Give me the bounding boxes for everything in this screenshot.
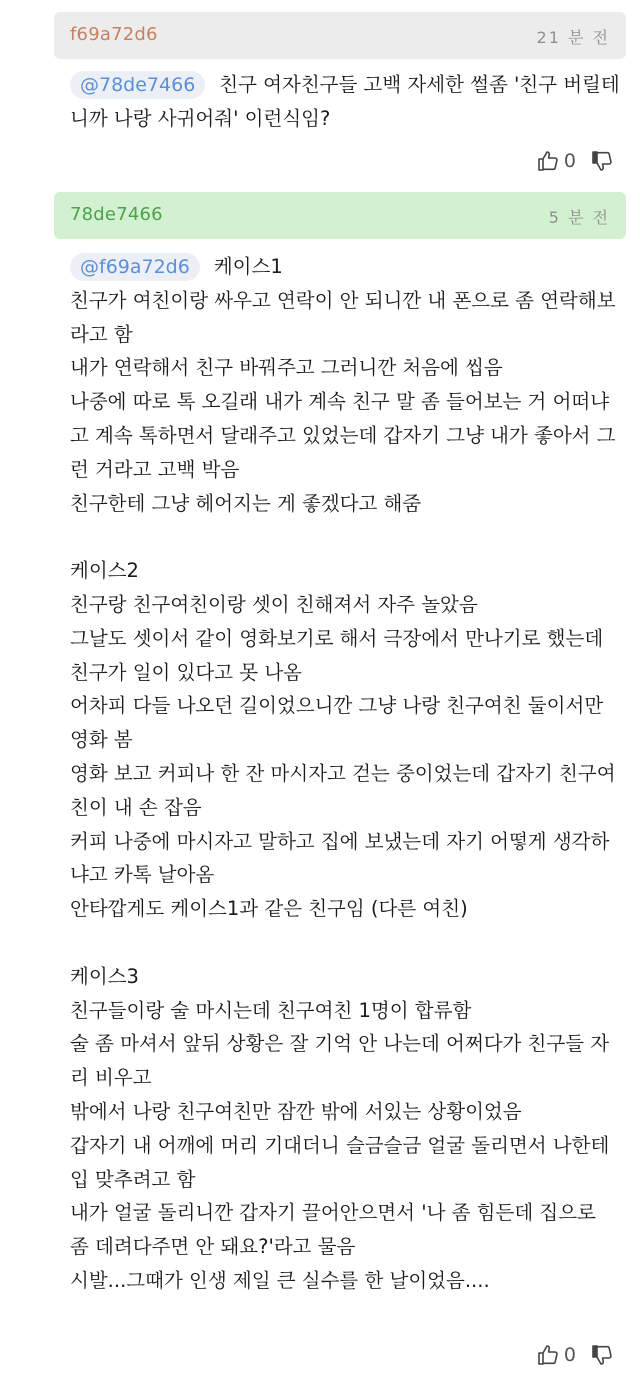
comment-line [70, 250, 630, 284]
blank-line [70, 520, 630, 554]
comment-line: 케이스2 [70, 559, 139, 583]
comment-header [54, 12, 626, 59]
comment-body [70, 68, 630, 136]
comment-line: 내가 연락해서 친구 바꿔주고 그러니깐 처음에 씹음 [70, 356, 503, 380]
mention-tag[interactable]: @78de7466 [70, 71, 205, 99]
comment-line: 술 좀 마셔서 앞뒤 상황은 잘 기억 안 나는데 어쩌다가 친구들 자 [70, 1032, 610, 1056]
comment-line: 갑자기 내 어깨에 머리 기대더니 슬금슬금 얼굴 돌리면서 나한테 [70, 1133, 610, 1157]
comment-line: 친구랑 친구여친이랑 셋이 친해져서 자주 놀았음 [70, 592, 478, 616]
comment-line [70, 68, 630, 102]
comment-text: 케이스1 [213, 255, 283, 278]
blank-line [70, 926, 630, 960]
mention-tag[interactable]: @f69a72d6 [70, 253, 200, 281]
comment-line: 고 계속 톡하면서 달래주고 있었는데 갑자기 그냥 내가 좋아서 그 [70, 423, 616, 447]
comment-line: 좀 데려다주면 안 돼요?'라고 물음 [70, 1235, 356, 1259]
comment-line: 친구가 일이 있다고 못 나옴 [70, 660, 303, 684]
comment-body [70, 250, 630, 1298]
comment-actions [536, 1340, 614, 1370]
thumbs-down-icon[interactable] [590, 1343, 614, 1367]
comment-line: 친구들이랑 술 마시는데 친구여친 1명이 합류함 [70, 998, 472, 1022]
comment-line: 어차피 다들 나오던 길이었으니깐 그냥 나랑 친구여친 둘이서만 [70, 694, 604, 718]
comment-line: 입 맞추려고 함 [70, 1167, 196, 1191]
comment-line: 케이스3 [70, 964, 139, 988]
comment-line: 니까 나랑 사귀어줘' 이런식임? [70, 106, 331, 130]
like-count: 0 [563, 1344, 576, 1366]
comment-author[interactable]: f69a72d6 [70, 24, 158, 45]
comment-line: 그날도 셋이서 같이 영화보기로 해서 극장에서 만나기로 했는데 [70, 626, 604, 650]
comment-actions [536, 146, 614, 176]
comment-line: 리 비우고 [70, 1066, 152, 1090]
comment-line: 커피 나중에 마시자고 말하고 집에 보냈는데 자기 어떻게 생각하 [70, 829, 610, 853]
comment-line: 영화 봄 [70, 728, 133, 752]
comment-text: 친구 여자친구들 고백 자세한 썰좀 '친구 버릴테 [219, 73, 620, 96]
comment-line: 나중에 따로 톡 오길래 내가 계속 친구 말 좀 들어보는 거 어떠냐 [70, 390, 610, 414]
thumbs-up-icon[interactable] [536, 149, 560, 173]
comment-line: 친이 내 손 잡음 [70, 795, 202, 819]
like-count: 0 [563, 150, 576, 172]
comment-line: 친구가 여친이랑 싸우고 연락이 안 되니깐 내 폰으로 좀 연락해보 [70, 288, 616, 312]
comment-line: 안타깝게도 케이스1과 같은 친구임 (다른 여친) [70, 897, 468, 921]
comment-line: 밖에서 나랑 친구여친만 잠깐 밖에 서있는 상황이었음 [70, 1099, 522, 1123]
comment-header [54, 192, 626, 239]
comment-line: 냐고 카톡 날아옴 [70, 863, 215, 887]
thumbs-down-icon[interactable] [590, 149, 614, 173]
comment-line: 내가 얼굴 돌리니깐 갑자기 끌어안으면서 '나 좀 힘든데 집으로 [70, 1201, 596, 1225]
comment-author[interactable]: 78de7466 [70, 204, 163, 225]
comment-line: 라고 함 [70, 322, 133, 346]
comment-line: 영화 보고 커피나 한 잔 마시자고 걷는 중이었는데 갑자기 친구여 [70, 761, 616, 785]
comment-time: 21 분 전 [536, 28, 610, 47]
comment-time: 5 분 전 [548, 208, 610, 227]
thumbs-up-icon[interactable] [536, 1343, 560, 1367]
comment-line: 런 거라고 고백 박음 [70, 457, 240, 481]
comment-line: 시발...그때가 인생 제일 큰 실수를 한 날이었음.... [70, 1268, 490, 1292]
comment-line: 친구한테 그냥 헤어지는 게 좋겠다고 해줌 [70, 491, 422, 515]
